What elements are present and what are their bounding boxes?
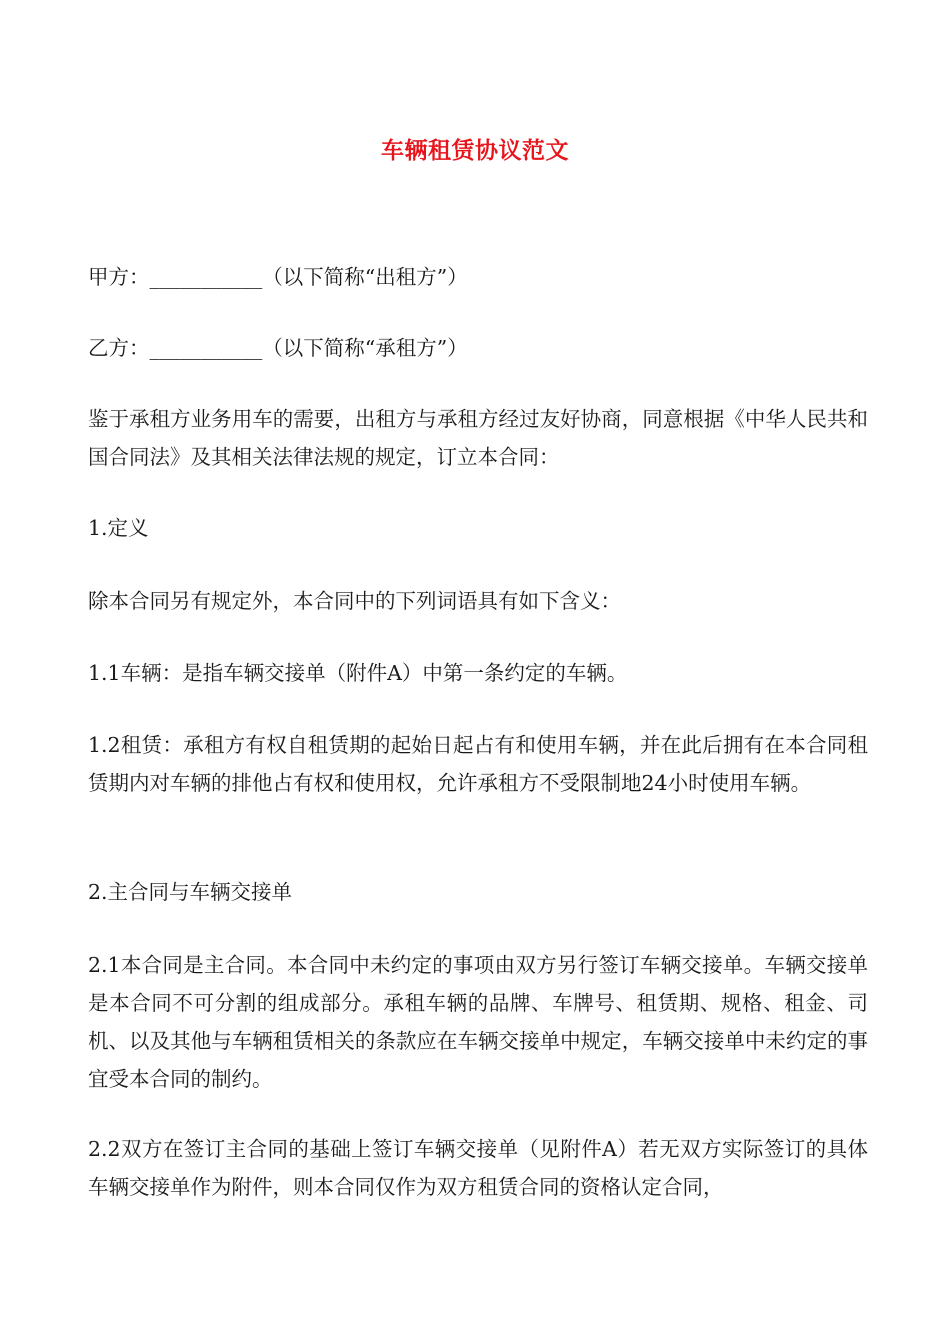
clause-2-1: 2.1本合同是主合同。本合同中未约定的事项由双方另行签订车辆交接单。车辆交接单是本合同不可分割的组成部分。承租车辆的品牌、车牌号、租赁期、规格、租金、司机、以及其他与车辆租赁相关的条款应在车辆交接单中规定，车辆交接单中未约定的事宜受本合同的制约。	[88, 953, 868, 1091]
clause-1-2: 1.2租赁：承租方有权自租赁期的起始日起占有和使用车辆，并在此后拥有在本合同租赁期内对车辆的排他占有权和使用权，允许承租方不受限制地24小时使用车辆。	[88, 733, 868, 795]
party-a-line: 甲方：___________（以下简称“出租方”）	[88, 265, 468, 289]
document-title: 车辆租赁协议范文	[381, 138, 569, 164]
preamble-paragraph: 鉴于承租方业务用车的需要，出租方与承租方经过友好协商，同意根据《中华人民共和国合同法》及其相关法律法规的规定，订立本合同：	[88, 407, 868, 469]
party-b-line: 乙方：___________（以下简称“承租方”）	[88, 336, 468, 360]
clause-1-1: 1.1车辆：是指车辆交接单（附件A）中第一条约定的车辆。	[88, 661, 628, 685]
clause-2-2: 2.2双方在签订主合同的基础上签订车辆交接单（见附件A）若无双方实际签订的具体车辆交接单作为附件，则本合同仅作为双方租赁合同的资格认定合同，	[88, 1137, 868, 1199]
definitions-intro: 除本合同另有规定外，本合同中的下列词语具有如下含义：	[88, 589, 621, 613]
section-1-heading: 1.定义	[88, 516, 149, 540]
section-2-heading: 2.主合同与车辆交接单	[88, 880, 293, 904]
